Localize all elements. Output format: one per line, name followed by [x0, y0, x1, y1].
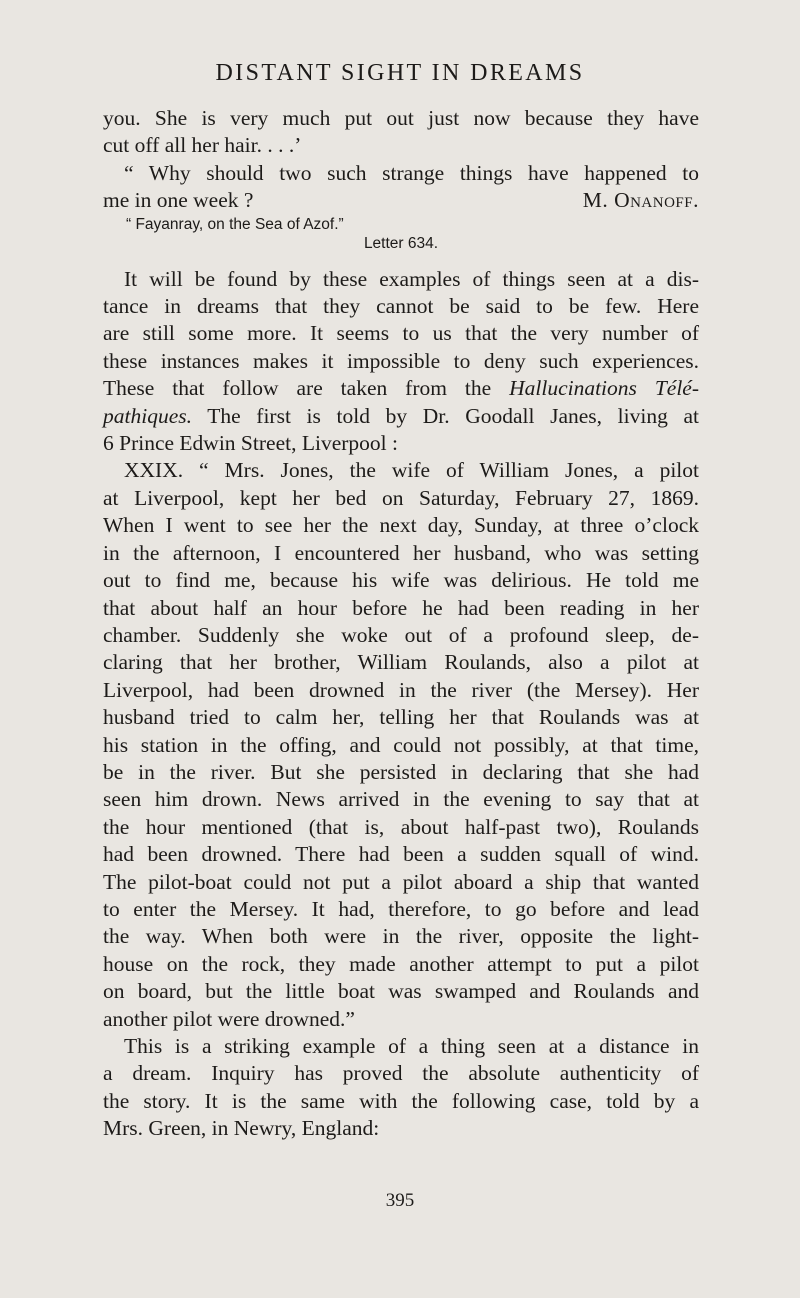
text-line: This is a striking example of a thing seen at a distance in — [124, 1034, 699, 1058]
letter-reference: Letter 634. — [363, 234, 439, 252]
case-heading-line: XXIX. “ Mrs. Jones, the wife of William Jones, a pilot — [124, 458, 699, 483]
text-line: “ Why should two such strange things have happened to — [124, 160, 699, 185]
text-line: in the afternoon, I encountered her husband, who was setting — [103, 540, 699, 565]
text-line: the story. It is the same with the following case, told by a — [103, 1088, 699, 1113]
text-line: 6 Prince Edwin Street, Liverpool : — [103, 431, 398, 456]
text-line: at Liverpool, kept her bed on Saturday, February 27, 1869. — [103, 485, 699, 510]
text-line: you. She is very much put out just now because they have — [103, 106, 699, 130]
text-line: house on the rock, they made another attempt to put a pilot — [103, 951, 699, 976]
text-line: claring that her brother, William Roulands, also a pilot at — [103, 650, 699, 675]
text-line: are still some more. It seems to us that the very number of — [103, 321, 699, 346]
text-line: Mrs. Green, in Newry, England: — [103, 1116, 380, 1141]
letter-place: “ Fayanray, on the Sea of Azof.” — [126, 215, 344, 233]
text-line: to enter the Mersey. It had, therefore, to go before and lead — [103, 896, 699, 921]
intro-text: The first is told by Dr. Goodall Janes, living at — [207, 403, 699, 428]
text-line: had been drowned. There had been a sudden squall of wind. — [103, 842, 699, 867]
signature-line — [103, 187, 699, 214]
closing-text: me in one week ? — [103, 188, 254, 213]
running-head: DISTANT SIGHT IN DREAMS — [215, 60, 585, 86]
text-line-with-title — [103, 403, 699, 430]
text-line: on board, but the little boat was swamped and Roulands and — [103, 979, 699, 1004]
page-body — [103, 105, 699, 1143]
text-line-with-title — [103, 375, 699, 402]
intro-text: These that follow are taken from the — [103, 376, 492, 401]
text-line: When I went to see her the next day, Sunday, at three o’clock — [103, 513, 699, 538]
text-line: tance in dreams that they cannot be said to be few. Here — [103, 294, 699, 319]
text-line: out to find me, because his wife was delirious. He told me — [103, 568, 699, 593]
book-title-continued: pathiques. — [103, 403, 192, 428]
text-line: seen him drown. News arrived in the evening to say that at — [103, 787, 699, 812]
text-line: Liverpool, had been drowned in the river (the Mersey). Her — [103, 677, 699, 702]
text-line: the hour mentioned (that is, about half-past two), Roulands — [103, 814, 699, 839]
text-line: these instances makes it impossible to deny such experiences. — [103, 348, 699, 373]
text-line: a dream. Inquiry has proved the absolute authenticity of — [103, 1061, 699, 1086]
text-line: chamber. Suddenly she woke out of a profound sleep, de- — [103, 622, 699, 647]
text-line: husband tried to calm her, telling her that Roulands was at — [103, 705, 699, 730]
text-line: another pilot were drowned.” — [103, 1006, 355, 1031]
text-line: the way. When both were in the river, opposite the light- — [103, 924, 699, 949]
text-line: that about half an hour before he had been reading in her — [103, 595, 699, 620]
book-title: Hallucinations Télé- — [509, 376, 700, 401]
text-line: cut off all her hair. . . .’ — [103, 133, 302, 158]
text-line: his station in the offing, and could not possibly, at that time, — [103, 732, 699, 757]
text-line: It will be found by these examples of things seen at a dis- — [124, 266, 699, 291]
letter-signature: M. Onanoff. — [582, 188, 699, 213]
text-line: be in the river. But she persisted in declaring that she had — [103, 759, 699, 784]
page-number: 395 — [385, 1190, 415, 1211]
text-line: The pilot-boat could not put a pilot aboard a ship that wanted — [103, 869, 699, 894]
